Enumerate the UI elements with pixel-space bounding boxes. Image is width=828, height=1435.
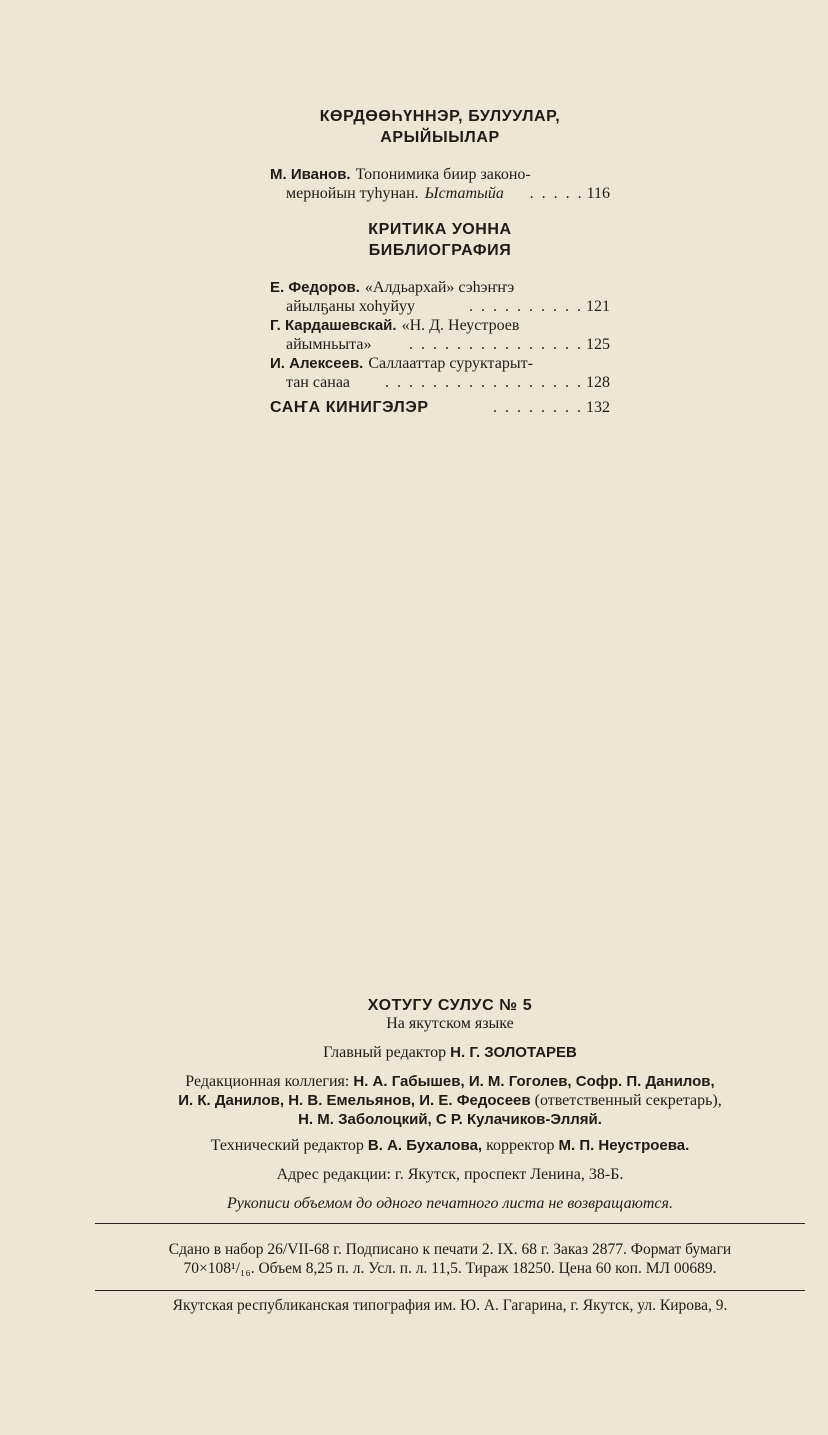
print-details xyxy=(90,1240,810,1278)
dot-leader: . . . . . . . . . . . . . . . xyxy=(409,336,583,353)
technical-editors xyxy=(90,1136,810,1155)
entry-page: 128 xyxy=(586,374,610,391)
toc-section-new-books xyxy=(270,398,610,417)
print-line: 70×108¹/₁₆. Объем 8,25 п. л. Усл. п. л. 11,5. Тираж 18250. Цена 60 коп. МЛ 00689. xyxy=(183,1260,717,1277)
entry-title: Саллааттар суруктарыт- xyxy=(368,355,533,372)
editor-name: Н. Г. ЗОЛОТАРЕВ xyxy=(450,1044,577,1061)
board-label: Редакционная коллегия: xyxy=(185,1073,350,1090)
heading-line: АРЫЙЫЫЛАР xyxy=(380,129,500,146)
manuscripts-note: Рукописи объемом до одного печатного листа не возвращаются. xyxy=(227,1195,673,1212)
entry-source: Ыстатыйа xyxy=(424,185,504,202)
tech-label: Технический редактор xyxy=(210,1137,364,1154)
board-role: (ответственный секретарь), xyxy=(534,1092,722,1109)
entry-title: «Алдьархай» сэһэҥҥэ xyxy=(364,279,515,296)
entry-page: 116 xyxy=(586,185,610,202)
divider xyxy=(95,1223,805,1224)
heading-line: КӨРДӨӨҺҮННЭР, БУЛУУЛАР, xyxy=(319,108,561,125)
entry-page: 121 xyxy=(586,298,610,315)
entry-title: «Н. Д. Неустроев xyxy=(401,317,520,334)
journal-title: ХОТУГУ СУЛУС № 5 xyxy=(367,997,533,1014)
entry-page: 132 xyxy=(586,399,610,416)
corrector-name: М. П. Неустроева. xyxy=(558,1137,690,1154)
chief-editor xyxy=(90,1043,810,1062)
heading-line: БИБЛИОГРАФИЯ xyxy=(368,242,512,259)
toc-entry xyxy=(270,316,610,354)
new-books-label: САҤА КИНИГЭЛЭР xyxy=(270,399,429,416)
entry-author: И. Алексеев. xyxy=(270,355,364,372)
entry-title-cont: айымньыта» xyxy=(286,336,372,353)
entry-title: Топонимика биир законо- xyxy=(355,166,531,183)
tech-name: В. А. Бухалова, xyxy=(367,1137,483,1154)
board-members: И. К. Данилов, Н. В. Емельянов, И. Е. Федосеев xyxy=(178,1092,531,1109)
toc-entry xyxy=(270,354,610,392)
editorial-address: Адрес редакции: г. Якутск, проспект Ленина, 38-Б. xyxy=(276,1166,624,1183)
section-heading-research xyxy=(270,106,610,148)
entry-author: Е. Федоров. xyxy=(270,279,360,296)
section-heading-criticism xyxy=(270,219,610,261)
toc-section-research xyxy=(270,165,610,203)
corrector-label: корректор xyxy=(486,1137,555,1154)
editor-label: Главный редактор xyxy=(323,1044,447,1061)
toc-entry xyxy=(270,278,610,316)
dot-leader: . . . . . . . . . . . . . . . . . xyxy=(385,374,583,391)
entry-title-cont: мернойын туһунан. xyxy=(286,185,419,202)
entry-author: Г. Кардашевскай. xyxy=(270,317,397,334)
board-members: Н. А. Габышев, И. М. Гоголев, Софр. П. Данилов, xyxy=(353,1073,715,1090)
dot-leader: . . . . . . . . . . xyxy=(469,298,583,315)
toc-entry xyxy=(270,165,610,203)
toc-section-criticism xyxy=(270,278,610,392)
printer-line: Якутская республиканская типография им. Ю. А. Гагарина, г. Якутск, ул. Кирова, 9. xyxy=(172,1297,728,1314)
print-line: Сдано в набор 26/VII-68 г. Подписано к печати 2. IX. 68 г. Заказ 2877. Формат бумаги xyxy=(168,1241,732,1258)
entry-title-cont: тан санаа xyxy=(286,374,351,391)
entry-author: М. Иванов. xyxy=(270,166,351,183)
entry-page: 125 xyxy=(586,336,610,353)
entry-title-cont: айылҕаны хоһуйуу xyxy=(286,298,416,315)
editorial-board xyxy=(90,1072,810,1129)
dot-leader: . . . . . . . . xyxy=(493,399,583,416)
heading-line: КРИТИКА УОННА xyxy=(368,221,512,238)
language-note: На якутском языке xyxy=(386,1015,514,1032)
dot-leader: . . . . . xyxy=(529,185,584,202)
divider xyxy=(95,1290,805,1291)
board-members: Н. М. Заболоцкий, С Р. Кулачиков-Элляй. xyxy=(298,1111,602,1128)
